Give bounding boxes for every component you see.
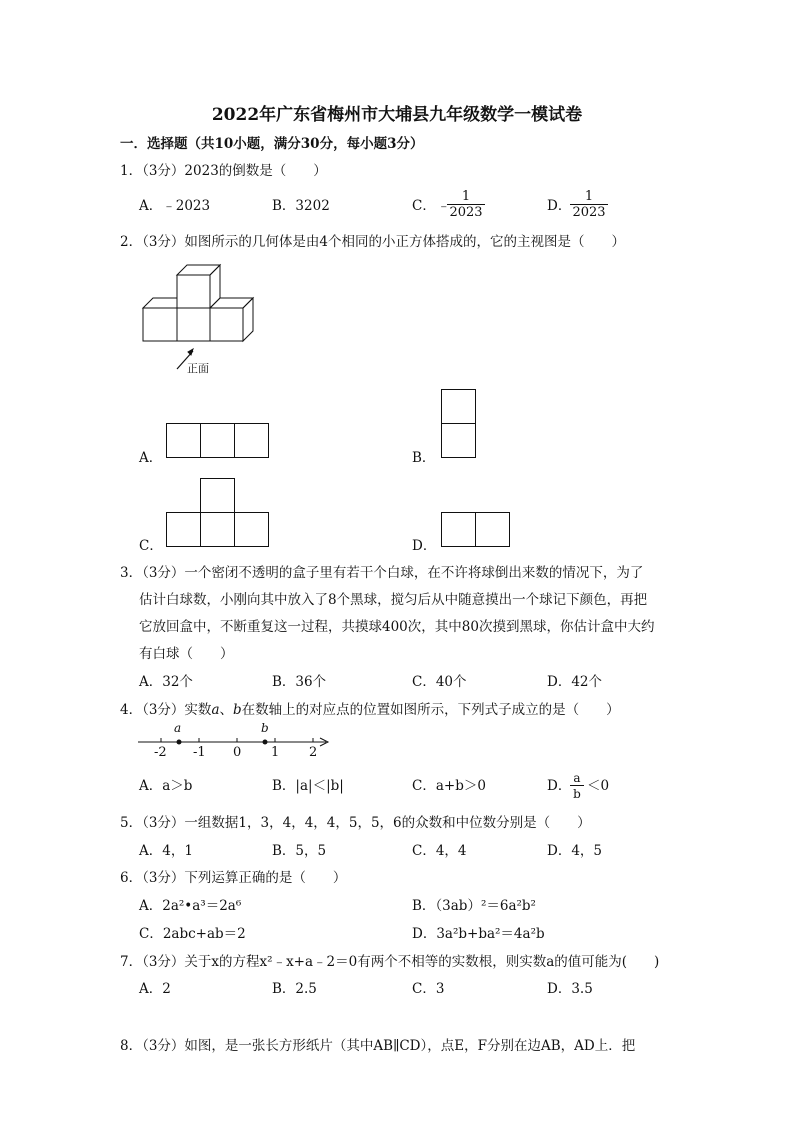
q4-stem-pre: 4．（3分）实数	[120, 702, 212, 718]
q2-option-b-figure	[441, 389, 476, 458]
q5-stem: 5．（3分）一组数据1，3，4，4，4，5，5，6的众数和中位数分别是（ ）	[120, 815, 591, 831]
q1-option-d-label: D．	[547, 198, 572, 214]
q4-sep: 、	[219, 702, 233, 718]
q2-front-label: 正面	[187, 362, 209, 375]
q1-option-c-sign: ﹣	[437, 198, 451, 214]
q2-option-b-label: B．	[412, 450, 436, 466]
q4-number-line	[136, 722, 336, 762]
section-heading: 一．选择题（共10小题，满分30分，每小题3分）	[120, 136, 424, 152]
q1-d-numerator: 1	[570, 190, 608, 205]
q1-stem: 1．（3分）2023的倒数是（ ）	[120, 163, 327, 179]
tick-label-2: 2	[309, 745, 318, 760]
q4-stem-post: 在数轴上的对应点的位置如图所示，下列式子成立的是（ ）	[241, 702, 620, 718]
q5-option-c: C．4，4	[412, 843, 467, 859]
q4-stem	[120, 701, 620, 719]
q4-option-d-label: D．	[547, 778, 572, 794]
q1-option-a: A．﹣2023	[139, 198, 211, 214]
q7-option-d: D．3.5	[547, 981, 593, 997]
q3-line-1: 3．（3分）一个密闭不透明的盒子里有若干个白球，在不许将球倒出来数的情况下，为了	[120, 565, 644, 581]
q1-option-c-fraction	[447, 190, 485, 220]
q2-option-a-label: A．	[139, 450, 163, 466]
q2-option-d-label: D．	[412, 538, 437, 554]
q6-option-c: C．2abc+ab＝2	[139, 926, 246, 942]
q2-option-a-figure	[166, 423, 269, 458]
q5-option-b: B．5，5	[272, 843, 327, 859]
page-title: 2022年广东省梅州市大埔县九年级数学一模试卷	[211, 105, 583, 125]
q2-option-c-label: C．	[139, 538, 163, 554]
q1-c-numerator: 1	[447, 190, 485, 205]
front-arrow-head	[188, 349, 193, 355]
q3-line-2: 估计白球数，小刚向其中放入了8个黑球，搅匀后从中随意摸出一个球记下颜色，再把	[139, 592, 648, 608]
q8-stem: 8．（3分）如图，是一张长方形纸片（其中AB∥CD），点E，F分别在边AB，AD上．把	[120, 1038, 636, 1054]
q4-option-a: A．a＞b	[139, 778, 193, 794]
q6-stem: 6．（3分）下列运算正确的是（ ）	[120, 870, 347, 886]
q7-option-a: A．2	[139, 981, 171, 997]
q2-option-c-figure	[166, 478, 269, 547]
tick-label-minus-2: -2	[154, 745, 167, 760]
tick-label-minus-1: -1	[193, 745, 206, 760]
q4-option-d-rel: ＜0	[587, 778, 610, 794]
q7-stem: 7．（3分）关于x的方程x²﹣x+a﹣2＝0有两个不相等的实数根，则实数a的值可能为( )	[120, 954, 660, 970]
q1-option-d-fraction	[570, 190, 608, 220]
q2-stem: 2．（3分）如图所示的几何体是由4个相同的小正方体搭成的，它的主视图是（ ）	[120, 234, 626, 250]
point-b-dot	[263, 740, 268, 745]
tick-label-1: 1	[271, 745, 280, 760]
q4-option-c: C．a+b＞0	[412, 778, 486, 794]
q3-option-c: C．40个	[412, 674, 467, 690]
q7-option-b: B．2.5	[272, 981, 317, 997]
q3-option-d: D．42个	[547, 674, 603, 690]
point-a-dot	[177, 740, 182, 745]
q4-option-b: B．|a|＜|b|	[272, 778, 344, 794]
point-b-label: b	[261, 721, 269, 735]
q4-option-d-fraction	[570, 771, 584, 801]
q1-option-b: B．3202	[272, 198, 330, 214]
q4-var-b: b	[233, 702, 242, 718]
q3-option-b: B．36个	[272, 674, 327, 690]
q2-option-d-figure	[441, 512, 510, 547]
q5-option-a: A．4，1	[139, 843, 193, 859]
q4-d-numerator: a	[570, 771, 584, 786]
q1-c-denominator: 2023	[449, 205, 483, 220]
tick-label-0: 0	[233, 745, 242, 760]
q3-line-3: 它放回盒中，不断重复这一过程，共摸球400次，其中80次摸到黑球，你估计盒中大约	[139, 619, 655, 635]
q6-option-a: A．2a²•a³＝2a⁶	[139, 898, 242, 914]
q3-option-a: A．32个	[139, 674, 193, 690]
q7-option-c: C．3	[412, 981, 445, 997]
q5-option-d: D．4，5	[547, 843, 603, 859]
q6-option-d: D．3a²b+ba²＝4a²b	[412, 926, 545, 942]
q4-d-denominator: b	[573, 787, 581, 801]
q3-line-4: 有白球（ ）	[139, 646, 234, 662]
q1-option-c-label: C．	[412, 198, 436, 214]
q4-var-a: a	[211, 702, 220, 718]
q1-d-denominator: 2023	[572, 205, 606, 220]
q6-option-b: B．（3ab）²＝6a²b²	[412, 898, 536, 914]
point-a-label: a	[174, 721, 182, 735]
